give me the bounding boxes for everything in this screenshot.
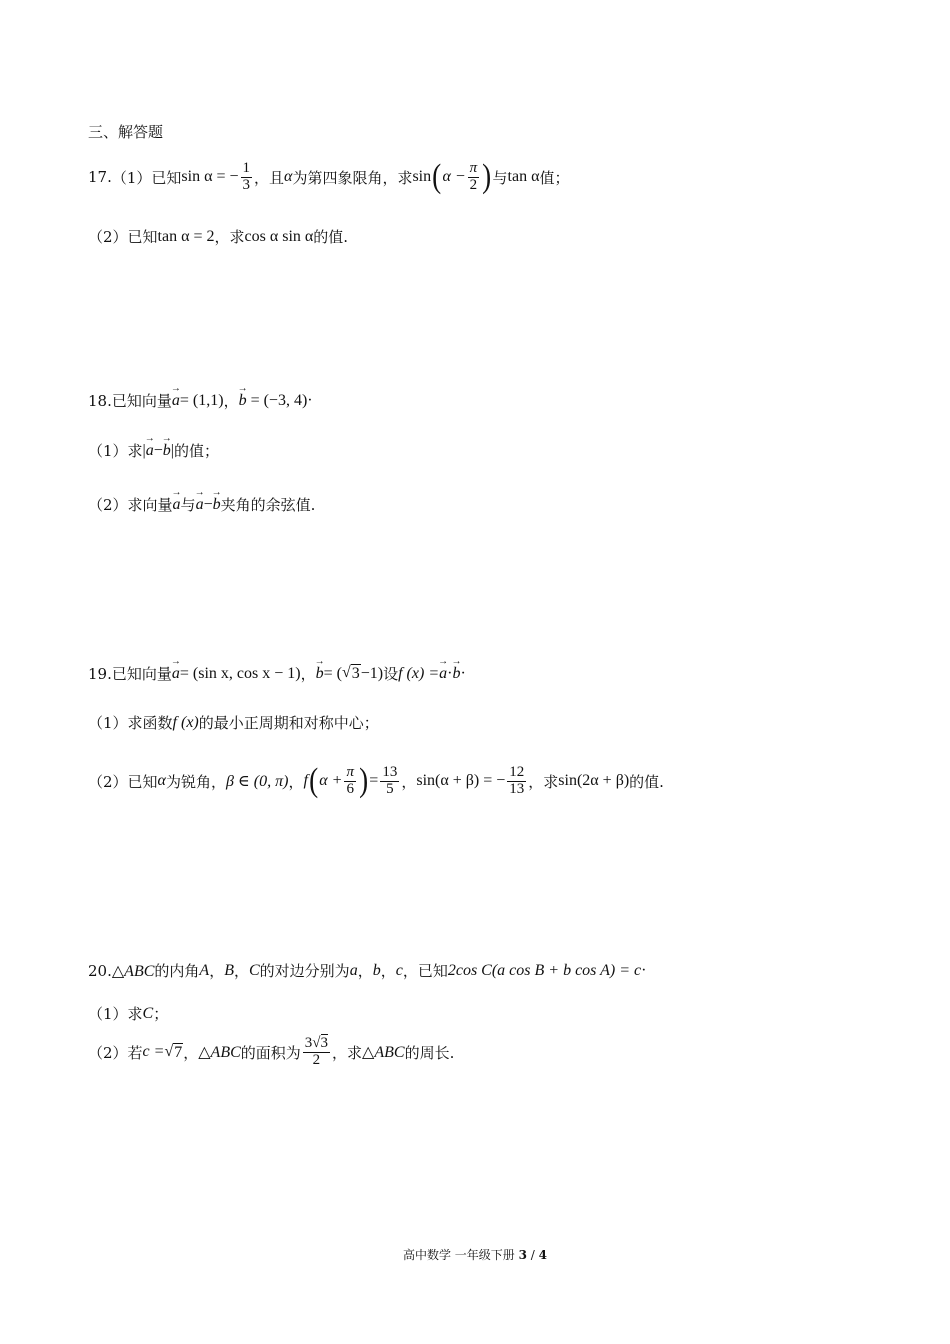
- frac-num: 1: [242, 159, 251, 176]
- q18-part2: [88, 494, 315, 515]
- big-paren-close: ): [482, 158, 492, 195]
- q19-sin-2ab: sin(2α + β): [558, 772, 630, 789]
- frac-den: 6: [346, 780, 354, 797]
- q20-text: ，: [380, 962, 396, 980]
- frac-den: 13: [509, 780, 525, 797]
- vector-b: → b: [239, 392, 247, 410]
- q20-part2-label: （2）若: [88, 1043, 143, 1062]
- vector-a: → a: [172, 392, 180, 410]
- q19-part1-label: （1）求函数: [88, 714, 173, 732]
- q17-number: 17.: [88, 168, 112, 186]
- q19-stem: [88, 663, 466, 684]
- q20-text: ，: [233, 962, 249, 980]
- footer-total-pages: 4: [538, 1248, 548, 1262]
- q20-text: 的面积为: [240, 1043, 301, 1062]
- q19-fx: f (x): [172, 713, 199, 731]
- q19-text: 的最小正周期和对称中心；: [198, 714, 379, 732]
- q20-equation: 2cos C(a cos B + b cos A) = c: [447, 961, 642, 979]
- q19-frac-pi-6: [344, 765, 356, 798]
- q19-fx: f (x) =: [398, 664, 440, 682]
- q20-text: 的内角: [154, 962, 200, 980]
- q19-text: 为锐角，: [165, 772, 226, 791]
- q19-text: ，: [401, 772, 417, 791]
- q20-text: ，: [183, 1043, 199, 1062]
- q17-alpha-minus: α −: [442, 168, 466, 185]
- abs-bar: |: [142, 441, 146, 459]
- page-footer: [0, 1246, 950, 1263]
- q17-tan-eq: tan α = 2: [157, 227, 215, 245]
- big-paren-open: (: [309, 762, 319, 799]
- vector-a: → a: [439, 665, 447, 683]
- q20-text: 的周长.: [404, 1043, 455, 1062]
- sqrt-7: √ 7: [164, 1042, 183, 1061]
- q18-intro: 已知向量: [111, 392, 172, 410]
- q19-text: ·: [460, 664, 466, 682]
- q19-beta-in: β ∈ (0, π): [225, 773, 289, 790]
- q19-text: 的值.: [629, 772, 664, 791]
- q18-text: 的值；: [173, 442, 219, 460]
- q19-text: 设: [383, 665, 399, 683]
- section-title: [88, 121, 163, 142]
- frac-num: π: [346, 763, 354, 780]
- q20-a: a: [349, 961, 358, 979]
- footer-text: 高中数学 一年级下册: [402, 1248, 515, 1262]
- q19-part2: [88, 764, 664, 798]
- radicand: 3: [351, 665, 360, 682]
- q19-part2-label: （2）已知: [88, 772, 158, 791]
- vector-a: → a: [146, 442, 154, 460]
- q17-part2-label: （2）已知: [88, 228, 158, 246]
- q19-number: 19.: [88, 664, 112, 683]
- frac-num: 12: [509, 763, 525, 780]
- q19-text: ，求: [528, 772, 559, 791]
- q20-part1-label: （1）求: [88, 1005, 143, 1023]
- q19-b-eq: = (: [323, 664, 342, 682]
- q18-text: 夹角的余弦值.: [220, 496, 316, 514]
- vector-b: → b: [452, 665, 460, 683]
- q17-part2: [88, 226, 348, 247]
- q20-text: ，: [209, 962, 225, 980]
- q19-text: ，: [288, 772, 304, 791]
- q18-part1-label: （1）求: [88, 442, 143, 460]
- minus: −: [153, 441, 163, 459]
- q17-cos-sin: cos α sin α: [244, 227, 314, 245]
- q20-text: ；: [153, 1005, 169, 1023]
- q17-part1: [88, 160, 569, 194]
- q20-triangle: △ABC: [111, 962, 155, 980]
- q20-text: 的对边分别为: [259, 962, 350, 980]
- frac-den: 2: [469, 176, 478, 193]
- footer-page-number: 3: [518, 1248, 527, 1262]
- vector-b: → b: [316, 665, 324, 683]
- vector-b: → b: [163, 442, 171, 460]
- q19-a-eq: = (sin x, cos x − 1): [179, 664, 301, 682]
- q18-a-eq: = (1,1): [179, 391, 224, 409]
- q20-number: 20.: [88, 961, 112, 980]
- frac-num: π: [469, 159, 478, 176]
- vector-a: → a: [173, 496, 181, 514]
- q17-text: 值；: [539, 168, 570, 187]
- vector-b: → b: [213, 496, 221, 514]
- q17-alpha: α: [284, 168, 293, 185]
- q20-text: ，求: [332, 1043, 363, 1062]
- q18-number: 18.: [88, 391, 112, 410]
- frac-num: 13: [382, 763, 398, 780]
- sqrt-3: √ 3: [341, 664, 360, 682]
- q18-text: ·: [307, 391, 313, 409]
- vector-a: → a: [172, 665, 180, 683]
- q19-part1: [88, 712, 379, 733]
- q20-frac-area: [303, 1036, 330, 1069]
- q19-frac-12-13: [507, 765, 526, 798]
- minus: −: [203, 495, 213, 513]
- q19-sin-ab: sin(α + β) = −: [416, 772, 506, 789]
- q18-b-eq: = (−3, 4): [250, 391, 308, 409]
- q17-frac-pi-2: [468, 161, 480, 194]
- big-paren-close: ): [359, 762, 369, 799]
- q19-eq: =: [369, 772, 379, 789]
- q19-intro: 已知向量: [111, 665, 172, 683]
- q20-C: C: [249, 961, 260, 979]
- q18-part1: [88, 440, 219, 461]
- q18-text: 与: [180, 496, 196, 514]
- radicand: 7: [174, 1043, 183, 1061]
- q20-part1: [88, 1003, 168, 1024]
- q17-text: ，且: [254, 168, 285, 187]
- q20-text: ·: [641, 961, 647, 979]
- q17-tan: tan α: [507, 168, 540, 185]
- q19-alpha-plus: α +: [319, 772, 343, 789]
- q17-text: 为第四象限角，求: [292, 168, 413, 187]
- q20-stem: [88, 960, 646, 981]
- q17-part1-label: （1）已知: [111, 168, 182, 187]
- q17-sin-eq: sin α = −: [181, 168, 239, 185]
- q19-frac-13-5: [380, 765, 399, 798]
- q18-text: ，: [223, 392, 239, 410]
- q20-A: A: [199, 961, 210, 979]
- q17-frac-1-3: [241, 161, 253, 194]
- frac-num: 3√3: [304, 1035, 329, 1051]
- q19-f: f: [303, 772, 308, 789]
- q19-alpha: α: [157, 772, 166, 789]
- frac-den: 3: [242, 176, 251, 193]
- q17-sin: sin: [412, 168, 432, 185]
- q20-b: b: [372, 961, 381, 979]
- frac-den: 5: [386, 780, 394, 797]
- q18-part2-label: （2）求向量: [88, 496, 173, 514]
- q20-c-eq: c =: [142, 1043, 165, 1061]
- abs-bar: |: [170, 441, 174, 459]
- q20-c: c: [395, 961, 403, 979]
- q18-stem: [88, 390, 313, 411]
- q20-text: ，已知: [402, 962, 448, 980]
- radicand: 3: [320, 1035, 329, 1051]
- frac-den: 2: [312, 1051, 321, 1068]
- q19-b-eq: −1): [360, 664, 384, 682]
- coef: 3: [304, 1035, 313, 1051]
- q19-text: ，: [300, 665, 316, 683]
- vector-a: → a: [196, 496, 204, 514]
- q20-C: C: [142, 1004, 154, 1022]
- q17-text: ，求: [214, 228, 245, 246]
- dot: ·: [447, 664, 453, 682]
- big-paren-open: (: [432, 158, 442, 195]
- q20-B: B: [224, 961, 234, 979]
- q17-text: 的值.: [313, 228, 349, 246]
- q20-triangle: △ABC: [198, 1044, 241, 1062]
- q20-text: ，: [357, 962, 373, 980]
- footer-separator: /: [530, 1248, 535, 1262]
- q20-triangle: △ABC: [362, 1044, 405, 1062]
- q17-text: 与: [492, 168, 508, 187]
- q20-part2: [88, 1036, 454, 1069]
- section-title-text: 三、解答题: [88, 123, 164, 141]
